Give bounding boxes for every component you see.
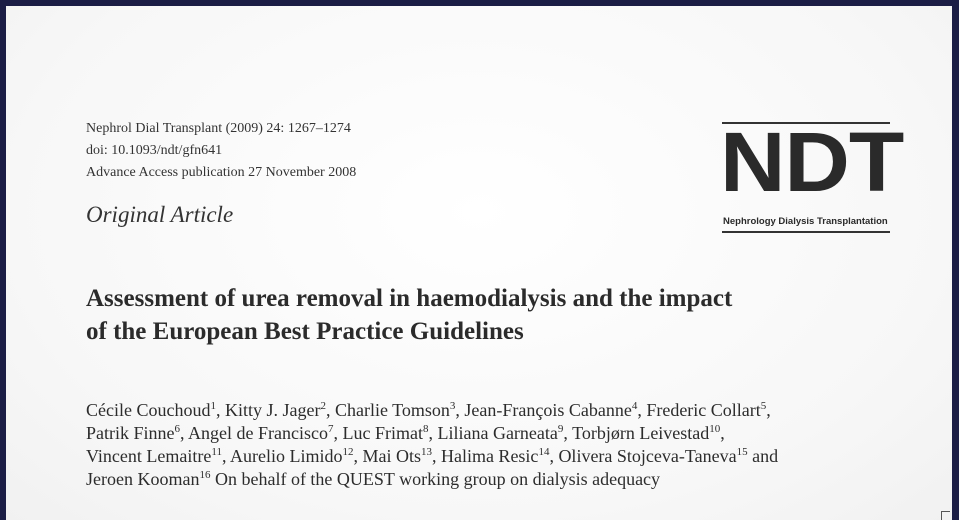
affiliation-number: 15 — [736, 446, 748, 458]
doi-line: doi: 10.1093/ndt/gfn641 — [86, 143, 223, 158]
author-name: Jeroen Kooman — [86, 469, 200, 489]
affiliation-number: 7 — [327, 423, 334, 435]
author-name: Liliana Garneata — [437, 423, 558, 443]
affiliation-number: 14 — [538, 446, 550, 458]
title-line-1: Assessment of urea removal in haemodialysis and the impact — [86, 285, 733, 312]
author-separator: , — [428, 423, 438, 443]
author-name: Luc Frimat — [342, 423, 423, 443]
author-line-3 — [86, 445, 916, 468]
author-separator: , — [563, 423, 573, 443]
author-separator: , — [431, 446, 441, 466]
ndt-logo — [720, 115, 904, 236]
affiliation-number: 1 — [210, 400, 216, 412]
author-separator: , — [637, 400, 647, 420]
article-title — [86, 282, 906, 348]
publication-line: Advance Access publication 27 November 2008 — [86, 165, 357, 180]
author-separator: , — [180, 423, 189, 443]
author-list — [86, 399, 916, 491]
author-line-4 — [86, 468, 916, 491]
affiliation-number: 2 — [320, 400, 326, 412]
author-separator: , — [333, 423, 343, 443]
affiliation-number: 8 — [422, 423, 429, 435]
author-separator: , — [455, 400, 465, 420]
affiliation-number: 6 — [174, 423, 180, 435]
author-name: Patrik Finne — [86, 423, 175, 443]
author-separator: , — [221, 446, 230, 466]
author-line-2 — [86, 422, 916, 445]
paper-page — [6, 6, 952, 520]
author-name: Olivera Stojceva-Taneva — [558, 446, 737, 466]
affiliation-number: 3 — [449, 400, 456, 412]
crop-mark — [941, 511, 950, 520]
logo-letters: NDT — [720, 115, 904, 209]
author-name: Jean-François Cabanne — [464, 400, 632, 420]
author-name: Mai Ots — [362, 446, 421, 466]
affiliation-number: 16 — [199, 469, 211, 481]
affiliation-number: 10 — [709, 423, 721, 435]
affiliation-number: 9 — [557, 423, 564, 435]
affiliation-number: 5 — [760, 400, 767, 412]
author-separator: , — [215, 400, 225, 420]
author-name: Vincent Lemaitre — [86, 446, 212, 466]
author-name: Kitty J. Jager — [224, 400, 321, 420]
author-name: Charlie Tomson — [334, 400, 450, 420]
author-name: Angel de Francisco — [188, 423, 328, 443]
affiliation-number: 13 — [420, 446, 432, 458]
affiliation-number: 11 — [211, 446, 222, 458]
affiliation-number: 4 — [631, 400, 638, 412]
logo-subtitle: Nephrology Dialysis Transplantation — [723, 216, 888, 227]
author-name: Torbjørn Leivestad — [572, 423, 710, 443]
author-name: Cécile Couchoud — [86, 400, 211, 420]
title-line-2: of the European Best Practice Guidelines — [86, 318, 524, 345]
logo-rule-bottom — [722, 231, 890, 233]
journal-citation: Nephrol Dial Transplant (2009) 24: 1267–1274 — [86, 121, 351, 136]
author-name: Halima Resic — [440, 446, 539, 466]
author-separator: , — [325, 400, 335, 420]
author-separator: , — [353, 446, 363, 466]
author-separator: , — [549, 446, 559, 466]
author-name: Frederic Collart — [646, 400, 761, 420]
author-line-1 — [86, 399, 916, 422]
author-separator: , — [720, 423, 725, 443]
author-name: Aurelio Limido — [229, 446, 343, 466]
author-separator: and — [747, 446, 779, 466]
author-separator: , — [766, 400, 771, 420]
article-type: Original Article — [86, 202, 234, 227]
author-group: On behalf of the QUEST working group on dialysis adequacy — [214, 469, 661, 489]
affiliation-number: 12 — [342, 446, 354, 458]
